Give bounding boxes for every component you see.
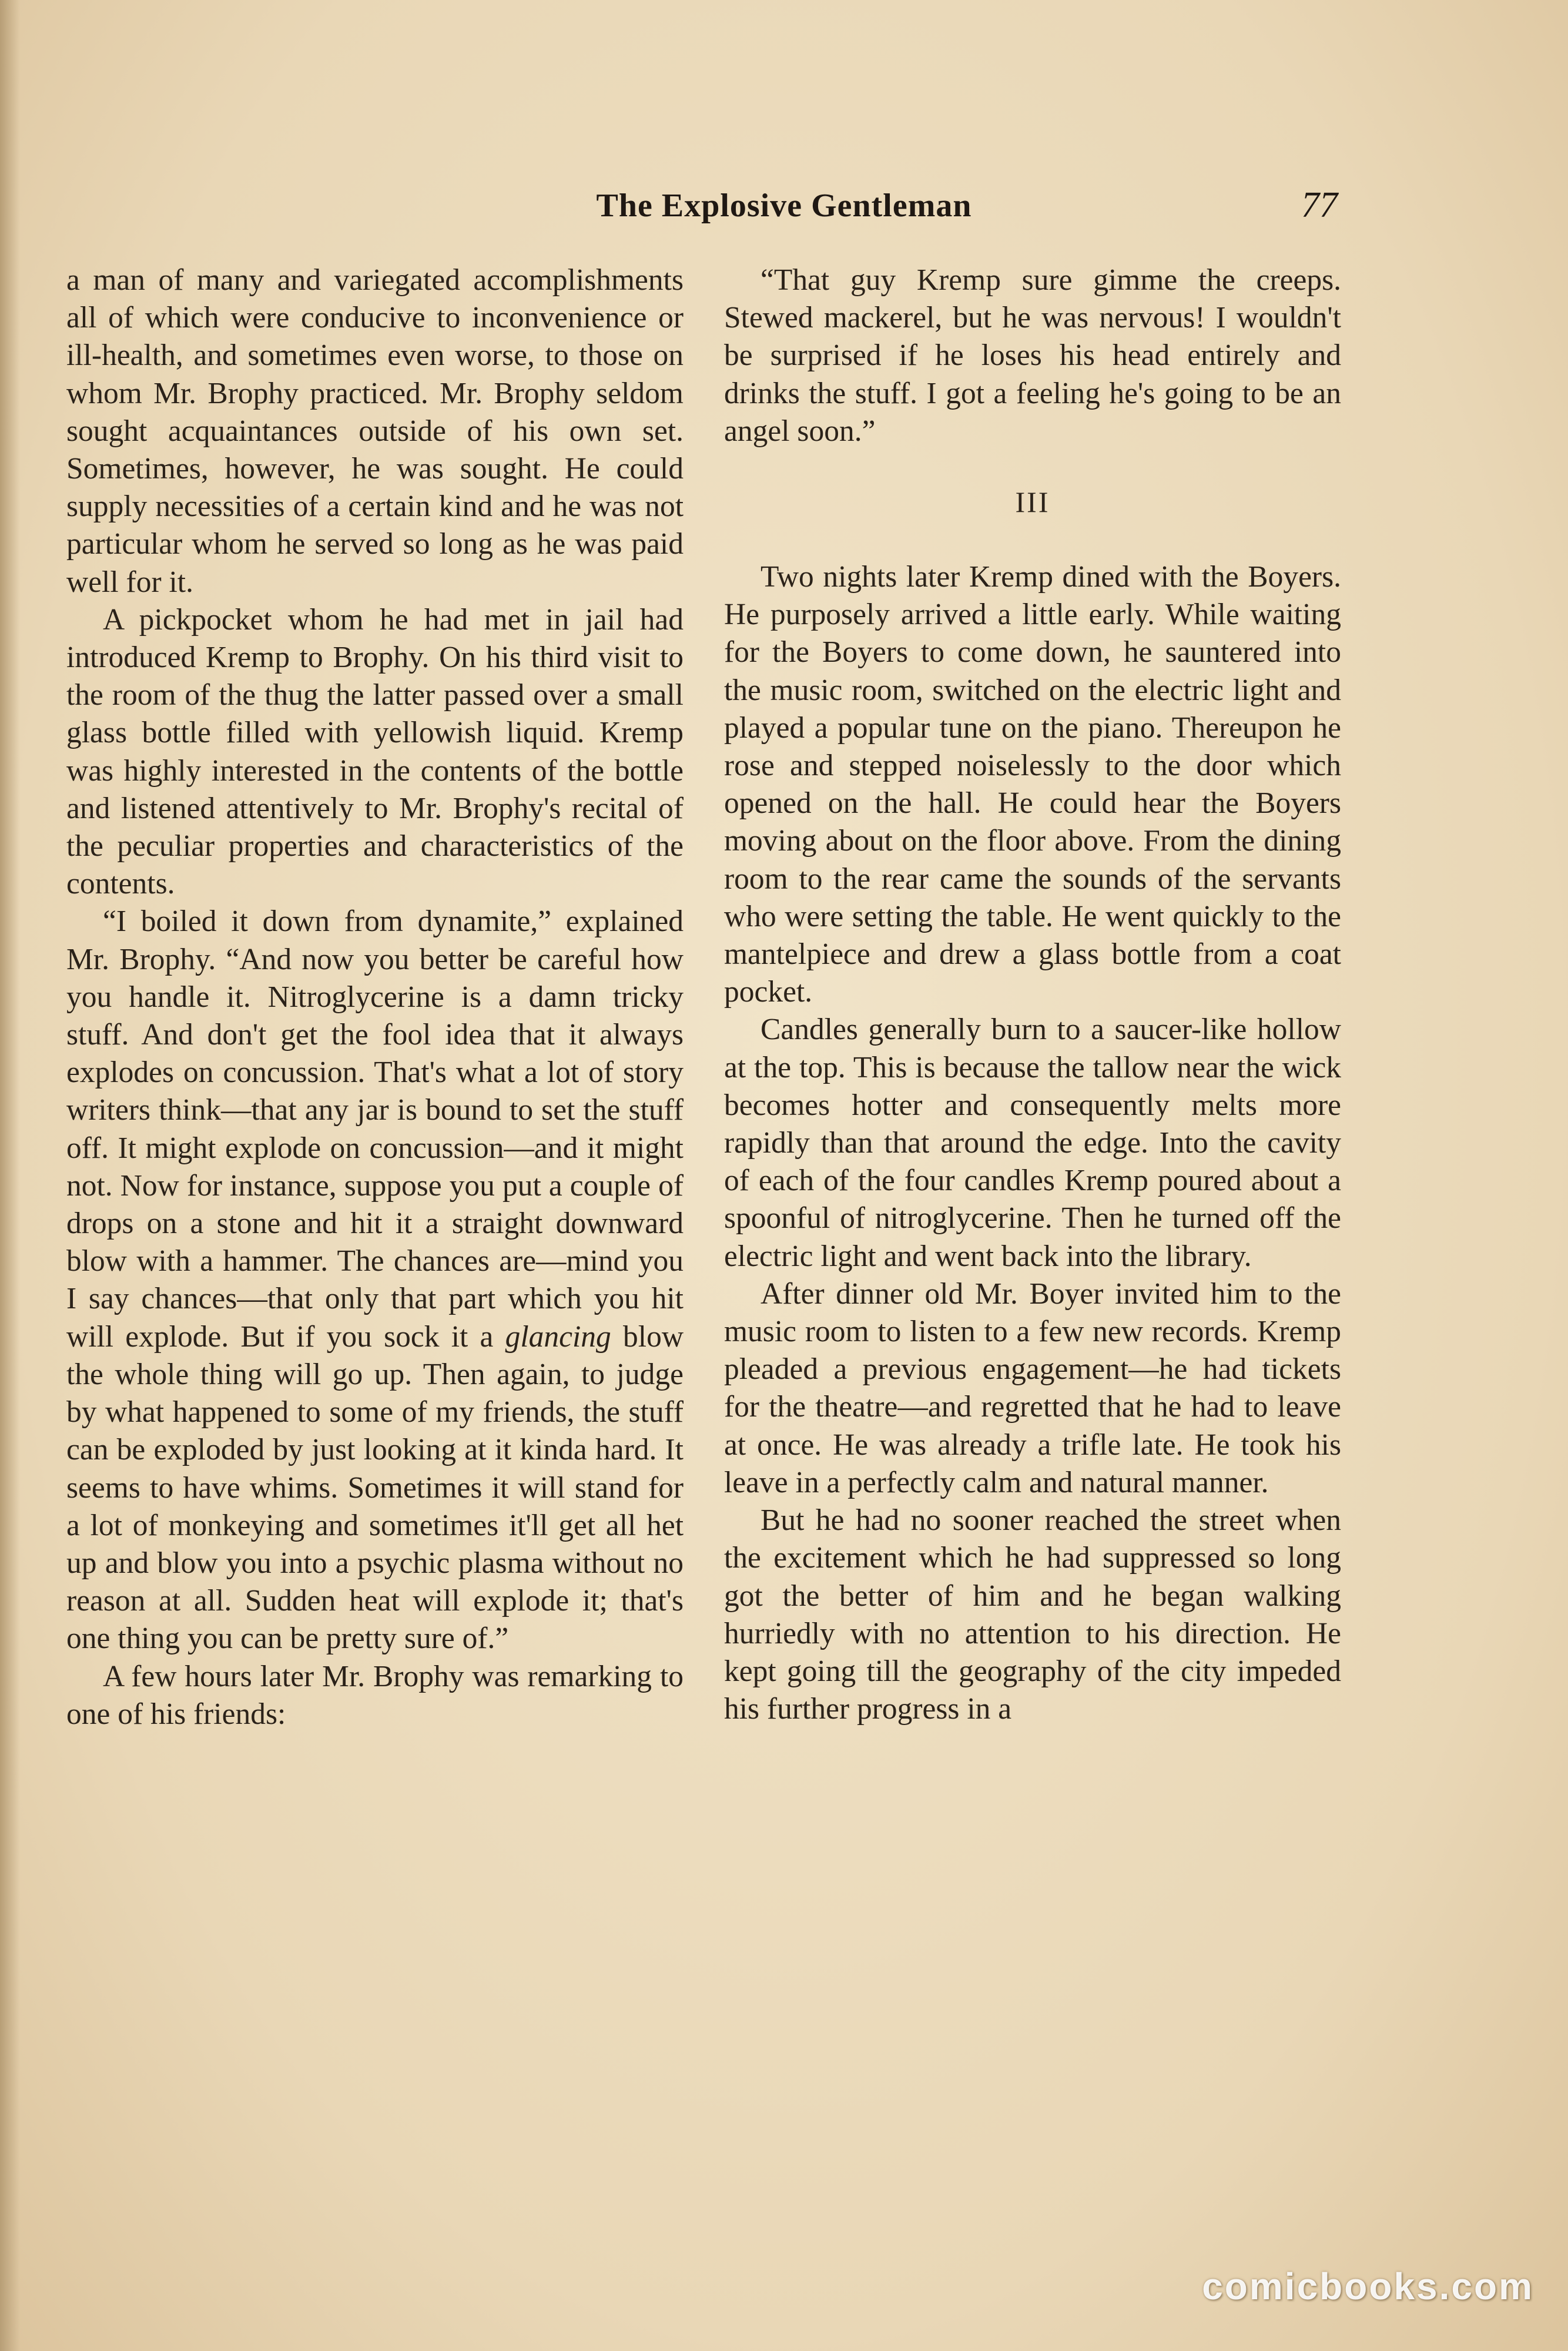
paragraph: A pickpocket whom he had met in jail had introduced Kremp to Brophy. On his third visit to the room of the thug the latter passed over a small glass bottle filled with yellowish liquid. Kremp was highly interested in the contents of the bottle and listened attentively to Mr. Brophy's recital of the peculiar properties and characteristics of the contents.	[66, 602, 684, 901]
paragraph: After dinner old Mr. Boyer invited him to the music room to listen to a few new records. Kremp pleaded a previous engagement—he had tickets for the theatre—and regretted that he had to leave at once. He was already a trifle late. He took his leave in a perfectly calm and natural manner.	[724, 1277, 1341, 1499]
paragraph-brophy-speech	[66, 903, 684, 1657]
paragraph: But he had no sooner reached the street when the excitement which he had suppressed so long got the better of him and he began walking hurriedly with no attention to his direction. He kept going till the geography of the city impeded his further progress in a	[724, 1503, 1341, 1726]
running-head	[0, 176, 1568, 247]
paragraph: A few hours later Mr. Brophy was remarking to one of his friends:	[66, 1659, 684, 1731]
speech-text-end: blow the whole thing will go up. Then again, to judge by what happened to some of my friends, the stuff can be exploded by just looking at it kinda hard. It seems to have whims. Sometimes it will stand for a lot of monkeying and sometimes it'll get all het up and blow you into a psychic plasma without no reason at all. Sudden heat will explode it; that's one thing you can be pretty sure of.”	[66, 1319, 684, 1656]
paragraph: “That guy Kremp sure gimme the creeps. Stewed mackerel, but he was nervous! I wouldn't be surprised if he loses his head entirely and drinks the stuff. I got a feeling he's going to be an angel soon.”	[724, 263, 1341, 448]
watermark-text: comicbooks.com	[1202, 2265, 1534, 2308]
emphasized-word: glancing	[505, 1319, 611, 1354]
running-title: The Explosive Gentleman	[596, 187, 972, 224]
paragraph: Candles generally burn to a saucer-like hollow at the top. This is because the tallow near the wick becomes hotter and consequently melts more rapidly than that around the edge. Into the cavity of each of the four candles Kremp poured about a spoonful of nitroglycerine. Then he turned off the electric light and went back into the library.	[724, 1013, 1341, 1273]
section-heading: III	[1015, 485, 1050, 519]
paragraph-continued: a man of many and variegated accomplishments all of which were conducive to inconvenience or ill-health, and sometimes even worse, to those on whom Mr. Brophy practiced. Mr. Brophy seldom sought acquaintances outside of his own set. Sometimes, however, he was sought. He could supply necessities of a certain kind and he was not particular whom he served so long as he was paid well for it.	[66, 263, 684, 599]
left-column	[66, 262, 684, 1733]
right-column	[724, 262, 1341, 1728]
speech-text-start: “I boiled it down from dynamite,” explained Mr. Brophy. “And now you better be careful how you handle it. Nitroglycerine is a damn tricky stuff. And don't get the fool idea that it always explodes on concussion. That's what a lot of story writers think—that any jar is bound to set the stuff off. It might explode on concussion—and it might not. Now for instance, suppose you put a couple of drops on a stone and hit it a straight downward blow with a hammer. The chances are—mind you I say chances—that only that part which you hit will explode. But if you sock it a	[66, 905, 684, 1354]
page-number: 77	[1301, 185, 1338, 225]
page-binding-shadow	[0, 0, 20, 2351]
watermark	[1111, 2251, 1534, 2322]
paragraph: Two nights later Kremp dined with the Boyers. He purposely arrived a little early. While waiting for the Boyers to come down, he sauntered into the music room, switched on the electric light and played a popular tune on the piano. Thereupon he rose and stepped noiselessly to the door which opened on the hall. He could hear the Boyers moving about on the floor above. From the dining room to the rear came the sounds of the servants who were setting the table. He went quickly to the mantelpiece and drew a glass bottle from a coat pocket.	[724, 560, 1341, 1009]
